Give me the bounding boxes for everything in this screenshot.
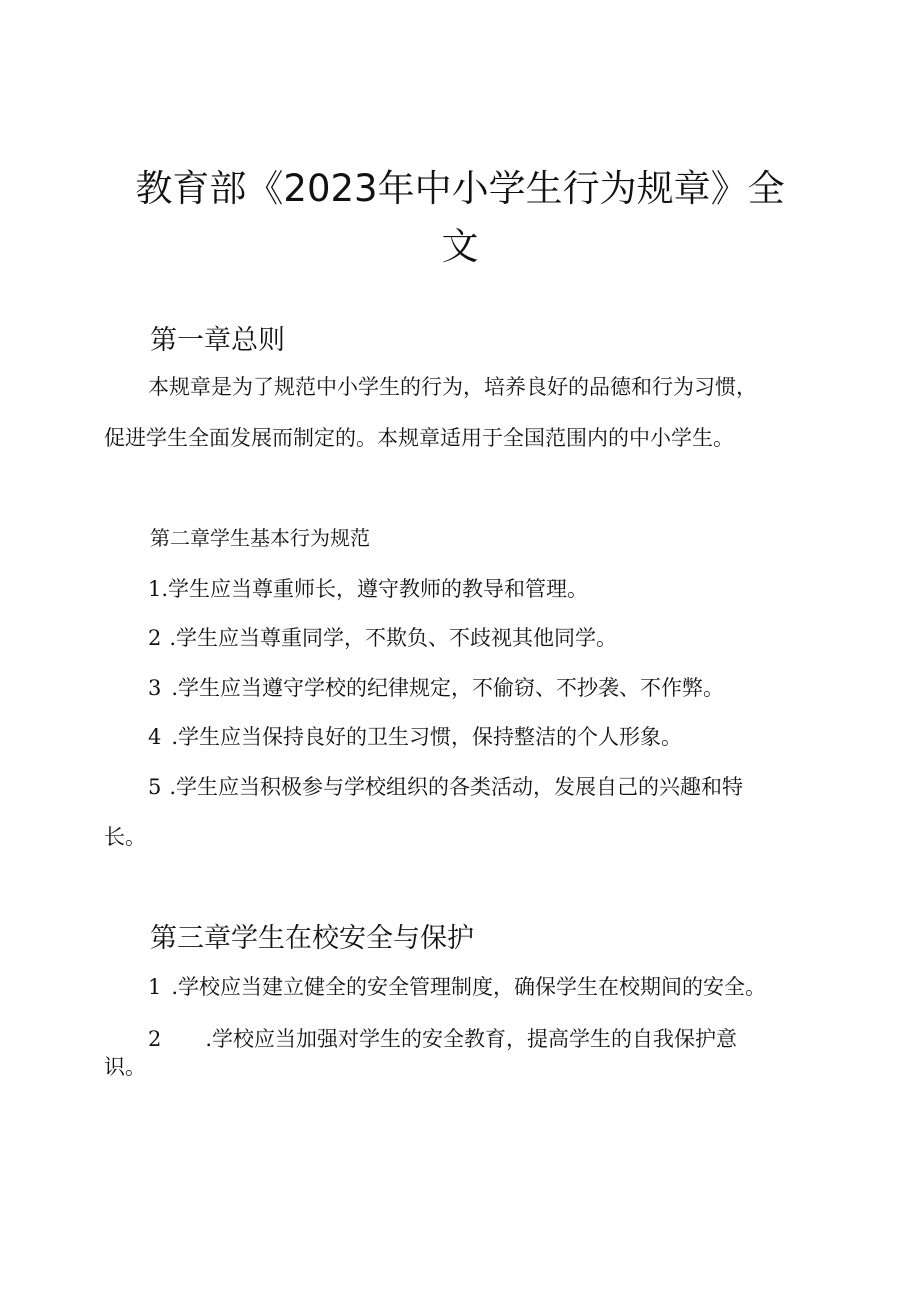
item-number: 2 xyxy=(148,626,162,650)
item-number: 4 xyxy=(148,725,162,749)
chapter2-heading: 第二章学生基本行为规范 xyxy=(150,526,370,550)
item-text: 学生应当尊重师长，遵守教师的教导和管理。 xyxy=(168,577,589,601)
title-line-2: 文 xyxy=(441,225,479,268)
title-line-1: 教育部《2023年中小学生行为规章》全 xyxy=(135,167,785,210)
chapter3-item-1 xyxy=(148,971,766,1001)
chapter3-heading: 第三章学生在校安全与保护 xyxy=(150,923,474,954)
chapter2-item-3 xyxy=(148,672,724,702)
item-number: 5 xyxy=(148,775,162,799)
item-text: .学生应当保持良好的卫生习惯，保持整洁的个人形象。 xyxy=(171,725,683,749)
chapter1-paragraph-line-1: 本规章是为了规范中小学生的行为，培养良好的品德和行为习惯， xyxy=(148,375,757,399)
chapter1-paragraph-line-2: 促进学生全面发展而制定的。本规章适用于全国范围内的中小学生。 xyxy=(104,426,734,450)
item-text: .学生应当积极参与学校组织的各类活动，发展自己的兴趣和特 xyxy=(169,775,744,799)
item-number: 3 xyxy=(148,676,162,700)
chapter2-item-5-continued: 长。 xyxy=(104,825,146,849)
item-text: .学生应当尊重同学，不欺负、不歧视其他同学。 xyxy=(169,626,618,650)
item-number: 1. xyxy=(148,577,169,601)
chapter3-item-2-continued: 识。 xyxy=(104,1055,146,1079)
chapter2-item-4 xyxy=(148,721,682,751)
item-text: .学生应当遵守学校的纪律规定，不偷窃、不抄袭、不作弊。 xyxy=(171,676,725,700)
document-title xyxy=(100,160,820,276)
chapter2-item-5 xyxy=(148,771,743,801)
item-number: 2 xyxy=(148,1027,162,1051)
item-number: 1 xyxy=(148,975,162,999)
chapter3-item-2 xyxy=(148,1023,737,1053)
item-text: .学校应当加强对学生的安全教育，提高学生的自我保护意 xyxy=(205,1027,738,1051)
chapter1-heading: 第一章总则 xyxy=(150,325,285,356)
item-text: .学校应当建立健全的安全管理制度，确保学生在校期间的安全。 xyxy=(171,975,767,999)
chapter2-item-2 xyxy=(148,622,617,652)
chapter2-item-1 xyxy=(148,573,588,603)
